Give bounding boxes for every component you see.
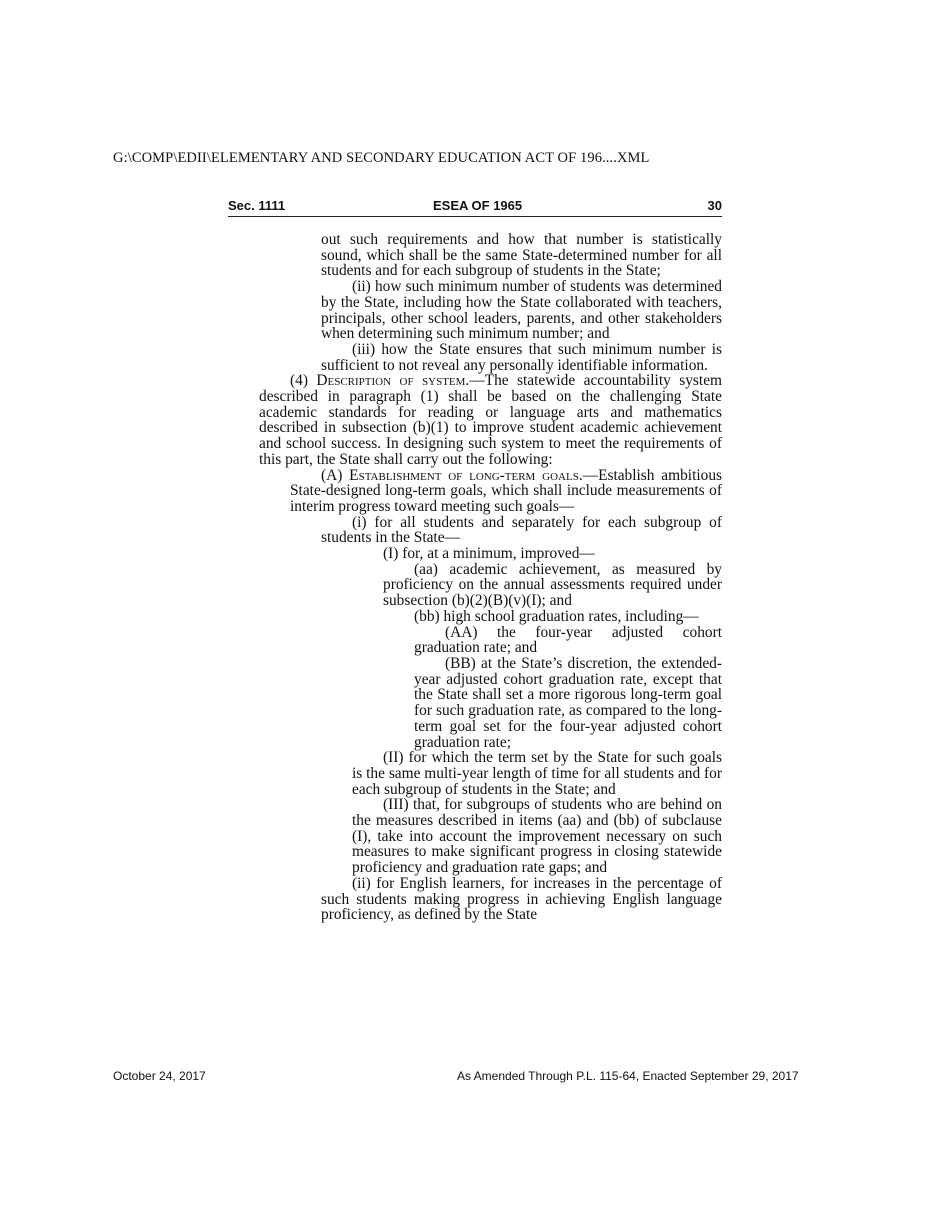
paragraph — [290, 468, 722, 515]
paragraph-text: (aa) academic achievement, as measured by proficiency on the annual assessments required under subsection (b)(2)(B)(v)(I); and — [383, 560, 722, 610]
paragraph-text: (ii) how such minimum number of students was determined by the State, including how the State collaborated with teachers, principals, other school leaders, parents, and other stakeholders when determining such minimum number; and — [321, 278, 722, 343]
paragraph — [321, 279, 722, 342]
paragraph-heading: (A) Establishment of long-term goals. — [321, 466, 583, 484]
paragraph-text: (III) that, for subgroups of students who are behind on the measures described in items (aa) and (bb) of subclause (I), take into account the improvement necessary on such measures to make significant progress in closing statewide proficiency and graduation rate gaps; and — [352, 796, 722, 877]
act-title: ESEA OF 1965 — [433, 198, 523, 213]
statute-text — [228, 232, 722, 923]
paragraph — [321, 232, 722, 279]
paragraph — [383, 609, 722, 625]
paragraph-text: out such requirements and how that number is statistically sound, which shall be the same State-determined number for all students and for each subgroup of students in the State; — [321, 231, 722, 280]
footer-date: October 24, 2017 — [113, 1069, 206, 1083]
footer-amendment-note: As Amended Through P.L. 115-64, Enacted September 29, 2017 — [457, 1069, 799, 1083]
paragraph — [383, 562, 722, 609]
paragraph — [321, 342, 722, 373]
paragraph — [352, 546, 722, 562]
running-head — [228, 198, 722, 217]
page-number: 30 — [707, 198, 722, 213]
paragraph-heading: (4) Description of system. — [290, 372, 470, 390]
paragraph-text: (BB) at the State’s discretion, the extended-year adjusted cohort graduation rate, except that the State shall set a more rigorous long-term goal for such graduation rate, as compared to the long-term goal set for the four-year adjusted cohort graduation rate; — [414, 654, 722, 751]
paragraph-text: (bb) high school graduation rates, including— — [414, 607, 699, 625]
paragraph-text: (i) for all students and separately for each subgroup of students in the State— — [321, 513, 722, 547]
paragraph-text: (II) for which the term set by the State for such goals is the same multi-year length of time for all students and for each subgroup of students in the State; and — [352, 749, 722, 798]
paragraph-text: (I) for, at a minimum, improved— — [383, 545, 595, 563]
paragraph-text: (AA) the four-year adjusted cohort graduation rate; and — [414, 623, 722, 657]
paragraph-text: (iii) how the State ensures that such minimum number is sufficient to not reveal any personally identifiable information. — [321, 340, 722, 374]
paragraph — [414, 656, 722, 750]
section-label: Sec. 1111 — [228, 198, 286, 213]
paragraph — [352, 797, 722, 876]
paragraph — [414, 625, 722, 656]
paragraph — [321, 515, 722, 546]
file-path: G:\COMP\EDII\ELEMENTARY AND SECONDARY EDUCATION ACT OF 196....XML — [113, 150, 650, 166]
paragraph — [321, 876, 722, 923]
paragraph — [259, 373, 722, 467]
paragraph — [352, 750, 722, 797]
paragraph-text: (ii) for English learners, for increases in the percentage of such students making progress in achieving English language proficiency, as defined by the State — [321, 874, 722, 924]
paragraph-text: —The statewide accountability system described in paragraph (1) shall be based on the challenging State academic standards for reading or language arts and mathematics described in subsection (b)(1) to improve student academic achievement and school success. In designing such system to meet the requirements of this part, the State shall carry out the following: — [259, 372, 722, 468]
paragraph-text: —Establish ambitious State-designed long-term goals, which shall include measurements of interim progress toward meeting such goals— — [290, 466, 723, 515]
